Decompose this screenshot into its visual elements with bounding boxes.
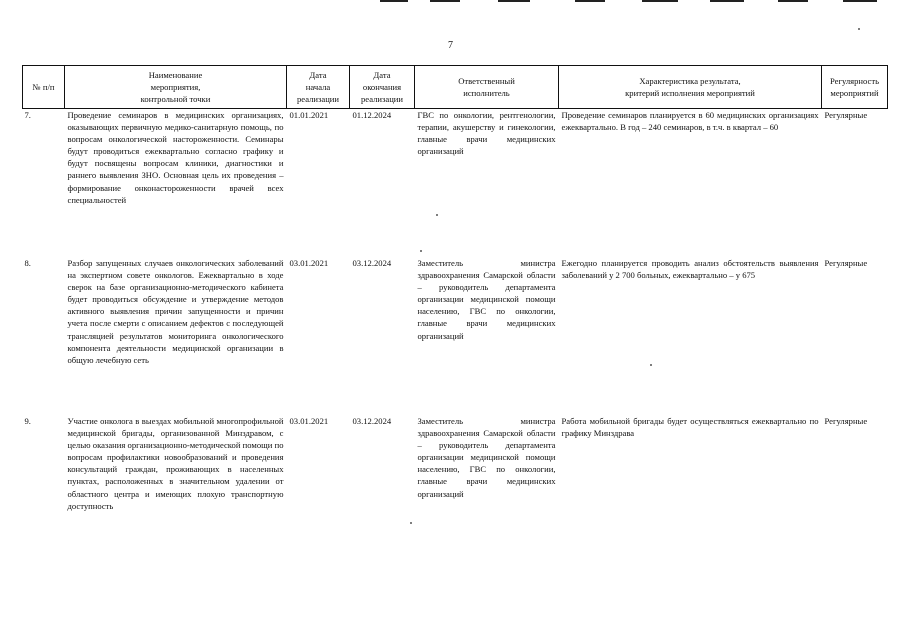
row-num: 7.	[24, 110, 31, 120]
table-header-row	[23, 66, 888, 109]
row-name: Проведение семинаров в медицинских организациях, оказывающих первичную медико-санитарную помощь, по вопросам онкологической настороженности. Семинары будут проводиться ежеквартально согласно графику и будут посвящены вопросам клиники, диагностики и раннего выявления ЗНО. Основная цель их проведения – формирование онконастороженности врачей всех специальностей	[67, 110, 284, 205]
header-regularity: Регулярность мероприятий	[822, 66, 888, 109]
row-start-date: 01.01.2021	[289, 110, 329, 120]
row-regularity: Регулярные	[824, 258, 868, 268]
scan-speck	[410, 522, 412, 524]
row-regularity: Регулярные	[824, 416, 868, 426]
header-name: Наименование мероприятия, контрольной точки	[65, 66, 287, 109]
row-result: Работа мобильной бригады будет осуществляться ежеквартально по графику Минздрава	[561, 416, 819, 439]
header-num: № п/п	[23, 66, 65, 109]
row-start-date: 03.01.2021	[289, 416, 329, 426]
scan-edge-marks	[380, 0, 900, 3]
row-start-date: 03.01.2021	[289, 258, 329, 268]
scan-speck	[436, 214, 438, 216]
row-responsible: ГВС по онкологии, рентгенологии, терапии, акушерству и гинекологии, главные врачи медицинских организаций	[417, 110, 556, 157]
table-row	[23, 109, 888, 258]
table-row	[23, 415, 888, 565]
header-end: Дата окончания реализации	[350, 66, 415, 109]
row-result: Ежегодно планируется проводить анализ обстоятельств выявления заболеваний у 2 700 больных, ежеквартально – у 675	[561, 258, 819, 281]
row-end-date: 01.12.2024	[352, 110, 392, 120]
header-result: Характеристика результата, критерий исполнения мероприятий	[559, 66, 822, 109]
row-responsible: Заместитель министра здравоохранения Самарской области – руководитель департамента организации медицинской помощи населению, ГВС по онкологии, главные врачи медицинских организаций	[417, 258, 556, 341]
scan-speck	[858, 28, 860, 30]
activities-table	[22, 65, 888, 565]
row-result: Проведение семинаров планируется в 60 медицинских организациях ежеквартально. В год – 240 семинаров, в т.ч. в квартал – 60	[561, 110, 819, 133]
row-name: Разбор запущенных случаев онкологических заболеваний на экспертном совете онкологов. Ежеквартально в ходе сверок на базе организационно-методического кабинета будет проводиться обсуждение и утверждение методов активного выявления причин запущенности и причин учета после смерти с описанием дефектов с последующей трансляцией результатов мониторинга онкологического компонента деятельности медицинской организации в общую лечебную сеть	[67, 258, 284, 365]
scan-speck	[420, 250, 422, 252]
row-end-date: 03.12.2024	[352, 416, 392, 426]
row-end-date: 03.12.2024	[352, 258, 392, 268]
row-regularity: Регулярные	[824, 110, 868, 120]
scan-speck	[650, 364, 652, 366]
page-number: 7	[448, 40, 453, 51]
row-num: 9.	[24, 416, 31, 426]
header-start: Дата начала реализации	[287, 66, 350, 109]
row-responsible: Заместитель министра здравоохранения Самарской области – руководитель департамента организации медицинской помощи населению, ГВС по онкологии, главные врачи медицинских организаций	[417, 416, 556, 499]
table-row	[23, 257, 888, 415]
row-num: 8.	[24, 258, 31, 268]
row-name: Участие онколога в выездах мобильной многопрофильной медицинской бригады, организованной Минздравом, с целью оказания организационно-методической помощи по вопросам профилактики новообразований и проведения консультаций граждан, проживающих в населенных пунктах, расположенных в значительном удалении от областного центра и имеющих плохую транспортную доступность	[67, 416, 284, 511]
header-responsible: Ответственный исполнитель	[415, 66, 559, 109]
